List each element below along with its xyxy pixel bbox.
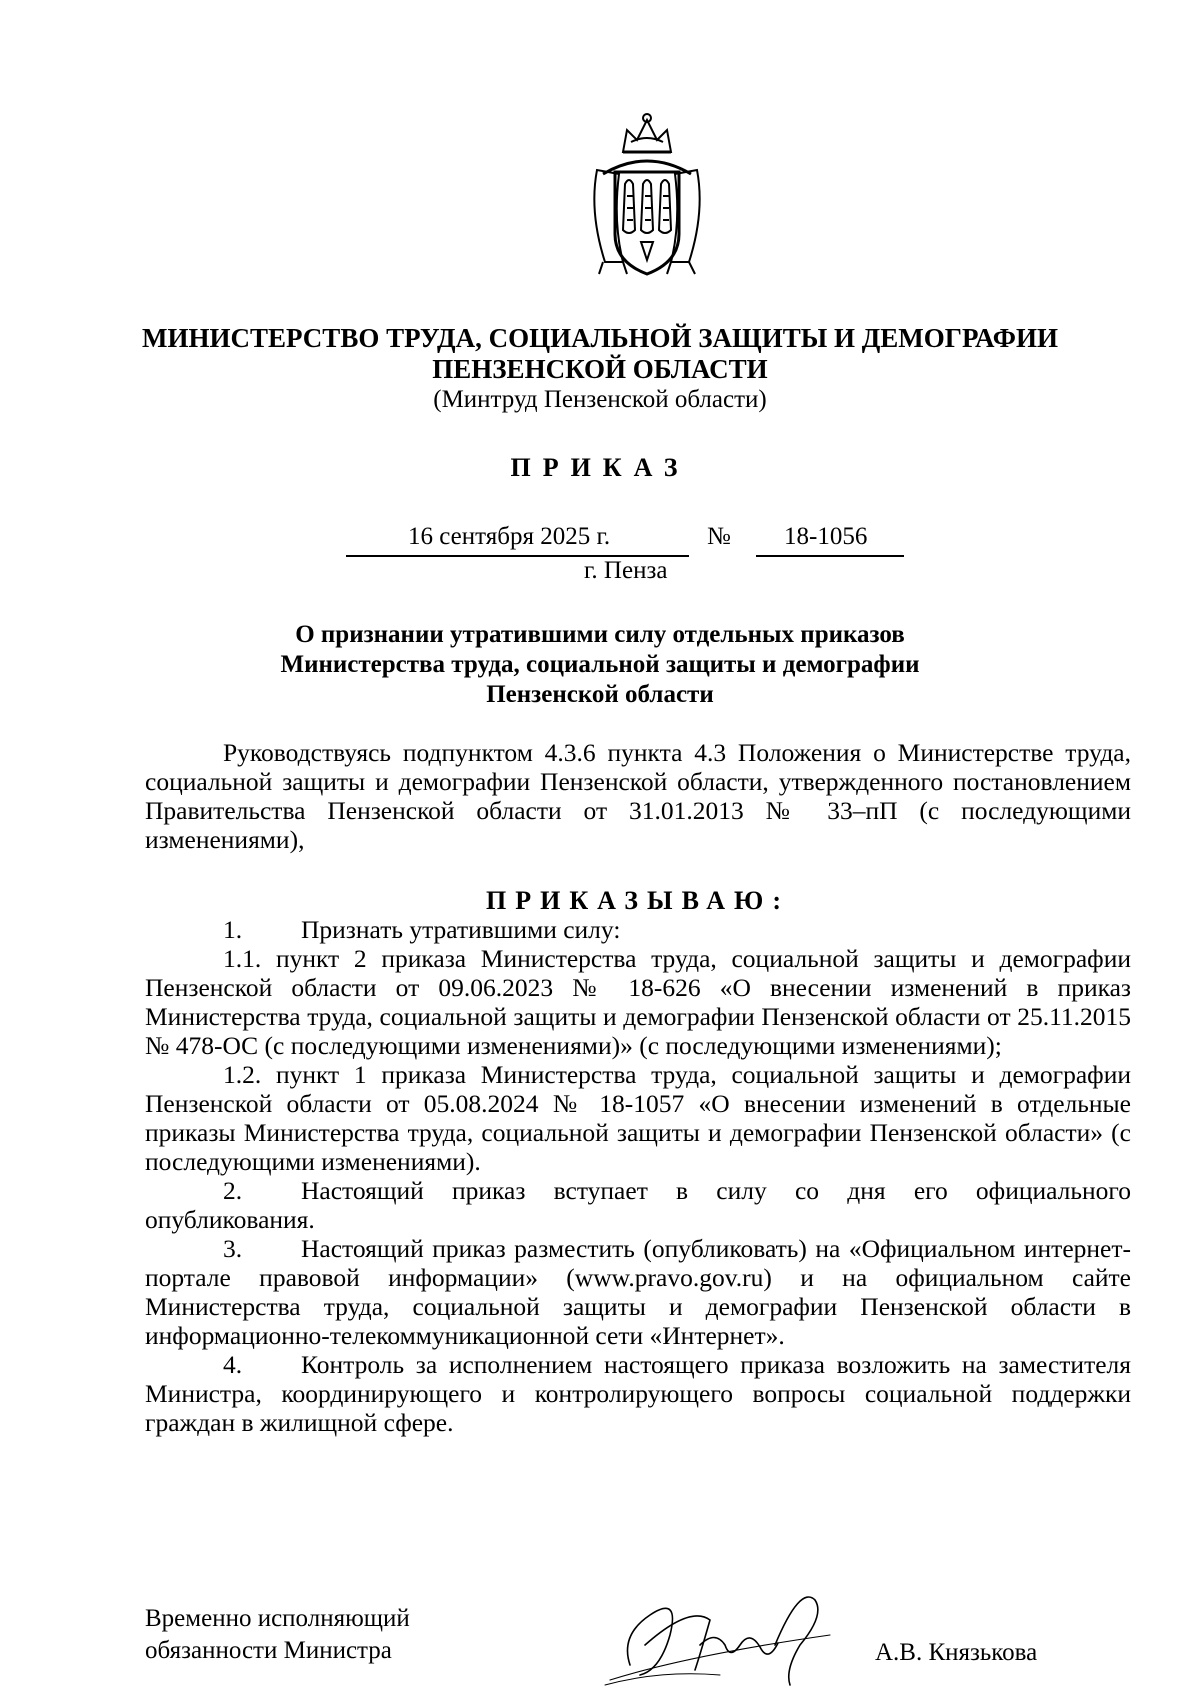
item-3-text: Настоящий приказ разместить (опубликовать) на «Официальном интернет-портале правовой информации» (www.pravo.gov.ru) и на официальном сайте Министерства труда, социальной защиты и демографии Пензенской области в информационно-телекоммуникационной сети «Интернет». [145, 1234, 1131, 1350]
subject-line2: Министерства труда, социальной защиты и демографии [280, 651, 920, 678]
order-body [145, 738, 1131, 1437]
item-1-1: 1.1. пункт 2 приказа Министерства труда, социальной защиты и демографии Пензенской области от 09.06.2023 № 18-626 «О внесении изменений в приказ Министерства труда, социальной защиты и демографии Пензенской области от 25.11.2015 № 478-ОС (с последующими изменениями)» (с последующими изменениями); [145, 944, 1131, 1060]
ministry-abbreviation: (Минтруд Пензенской области) [433, 386, 767, 413]
signatory-position-line2: обязанности Министра [145, 1637, 392, 1664]
subject-line1: О признании утратившими силу отдельных приказов [295, 621, 905, 648]
order-title: ПРИКАЗ [510, 453, 690, 482]
item-1-number: 1. [223, 915, 243, 944]
item-2-text: Настоящий приказ вступает в силу со дня его официального опубликования. [145, 1176, 1131, 1234]
item-2-number: 2. [223, 1176, 243, 1205]
item-2 [145, 1176, 1131, 1234]
ministry-name-line1: МИНИСТЕРСТВО ТРУДА, СОЦИАЛЬНОЙ ЗАЩИТЫ И ДЕМОГРАФИИ [141, 323, 1058, 353]
item-4-number: 4. [223, 1350, 243, 1379]
item-4 [145, 1350, 1131, 1437]
ministry-name-line2: ПЕНЗЕНСКОЙ ОБЛАСТИ [432, 354, 768, 384]
decree-word: ПРИКАЗЫВАЮ: [486, 886, 790, 915]
coat-of-arms-emblem [583, 112, 711, 280]
order-date: 16 сентября 2025 г. [408, 523, 611, 550]
item-3 [145, 1234, 1131, 1350]
handwritten-signature [600, 1575, 860, 1695]
item-1 [145, 915, 1131, 944]
item-4-text: Контроль за исполнением настоящего приказа возложить на заместителя Министра, координирующего и контролирующего вопросы социальной поддержки граждан в жилищной сфере. [145, 1350, 1131, 1437]
signatory-position [145, 1603, 410, 1667]
item-1-text: Признать утратившими силу: [301, 915, 621, 944]
signatory-name: А.В. Князькова [875, 1639, 1038, 1666]
preamble-paragraph: Руководствуясь подпунктом 4.3.6 пункта 4.3 Положения о Министерстве труда, социальной защиты и демографии Пензенской области, утвержденного постановлением Правительства Пензенской области от 31.01.2013 № 33–пП (с последующими изменениями), [145, 738, 1131, 854]
subject-line3: Пензенской области [486, 681, 714, 708]
number-sign: № [707, 523, 731, 550]
item-1-2: 1.2. пункт 1 приказа Министерства труда, социальной защиты и демографии Пензенской области от 05.08.2024 № 18-1057 «О внесении изменений в отдельные приказы Министерства труда, социальной защиты и демографии Пензенской области» (с последующими изменениями). [145, 1060, 1131, 1176]
number-underline [756, 555, 904, 557]
item-3-number: 3. [223, 1234, 243, 1263]
order-number: 18-1056 [784, 523, 868, 550]
order-city: г. Пенза [584, 557, 668, 584]
signatory-position-line1: Временно исполняющий [145, 1605, 410, 1632]
